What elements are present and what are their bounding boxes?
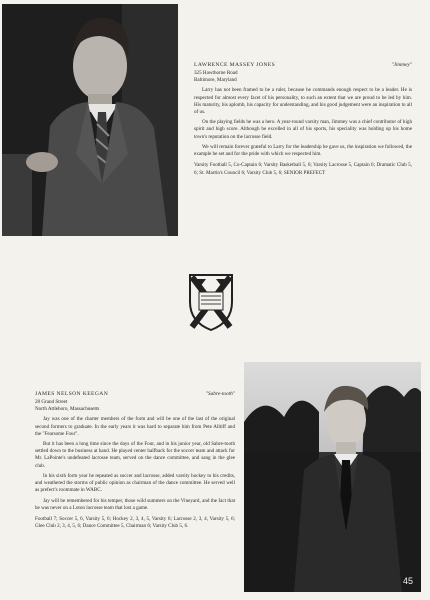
portrait-illustration <box>2 4 178 236</box>
student-nickname: "Jimmey" <box>391 62 412 68</box>
address-line: 28 Grand Street <box>35 398 68 405</box>
student-nickname: "Sabre-tooth" <box>205 391 235 397</box>
address-line: Baltimore, Maryland <box>194 77 237 84</box>
bio-paragraph: Jay will be remembered for his temper, those wild summers on the Vineyard, and the fact that he was never on a Loton lacrosse team that lost a game. <box>35 497 235 511</box>
bio-paragraph: In his sixth form year he repeated as soccer and lacrosse, added varsity hockey to his credits, and weathered the storms of public opinion as chairman of the dance committee. He served well as prefect's roommate in WABC. <box>35 472 235 494</box>
portrait-illustration <box>244 362 421 592</box>
bio-paragraph: On the playing fields he was a hero. A year-round varsity man, Jimmey was a chief contributor of high spirit and high score. Although he excelled in all of his sports, his speciality was holding up his home town's reputation on the lacrosse field. <box>194 119 412 140</box>
senior-entry-keegan <box>35 391 235 530</box>
bio-paragraph: We will remain forever grateful to Larry for the leadership he gave us, the inspiration we followed, the example he set and for the pride with which we respected him. <box>194 143 412 158</box>
portrait-photo-jones <box>2 4 178 236</box>
bio-paragraph: Larry has not been framed to be a ruler, because he commands enough respect to be a leader. He is respected for almost every facet of his personality, to such an extent that we are proud to be led by him. His maturity, his aplomb, his capacity for understanding, and his good judgement were an inspiration to all of us. <box>194 87 412 116</box>
page-number: 45 <box>403 576 414 586</box>
address-line: 325 Hawthorne Road <box>194 69 238 76</box>
bio-paragraph: Jay was one of the charter members of the form and will be one of the last of the original second formers to graduate. In the early years it was hard to separate him from Pete Alltiff and the "Fearsome Four". <box>35 416 235 437</box>
student-name: LAWRENCE MASSEY JONES <box>194 62 276 68</box>
school-crest-icon <box>186 272 236 332</box>
bio-paragraph: But it has been a long time since the days of the Four, and in his junior year, old Sabre-tooth settled down to the business at hand. He played center halfback for the soccer team and attack for Mr. LaPointe's undefeated lacrosse team, served on the dance committee, and sang in the glee club. <box>35 441 235 469</box>
activities-list: Varsity Football 5, Co-Captain 6; Varsity Basketball 5, 6; Varsity Lacrosse 5, Captain 6; Dramatic Club 5, 6; St. Martin's Council 6; Varsity Club 5, 6; SENIOR PREFECT <box>194 162 412 176</box>
senior-entry-jones <box>194 62 412 177</box>
activities-list: Football 7; Soccer 5, 6, Varsity 5, 6; Hockey 2, 3, 4, 5, Varsity 6; Lacrosse 2, 3, 4, Varsity 5, 6; Glee Club 2, 3, 4, 5, 6; Dance Committee 5, Chairman 6; Varsity Club 5, 6. <box>35 516 235 530</box>
portrait-photo-keegan <box>244 362 421 592</box>
address-line: North Attleboro, Massachusetts <box>35 406 100 413</box>
student-name: JAMES NELSON KEEGAN <box>35 391 109 397</box>
